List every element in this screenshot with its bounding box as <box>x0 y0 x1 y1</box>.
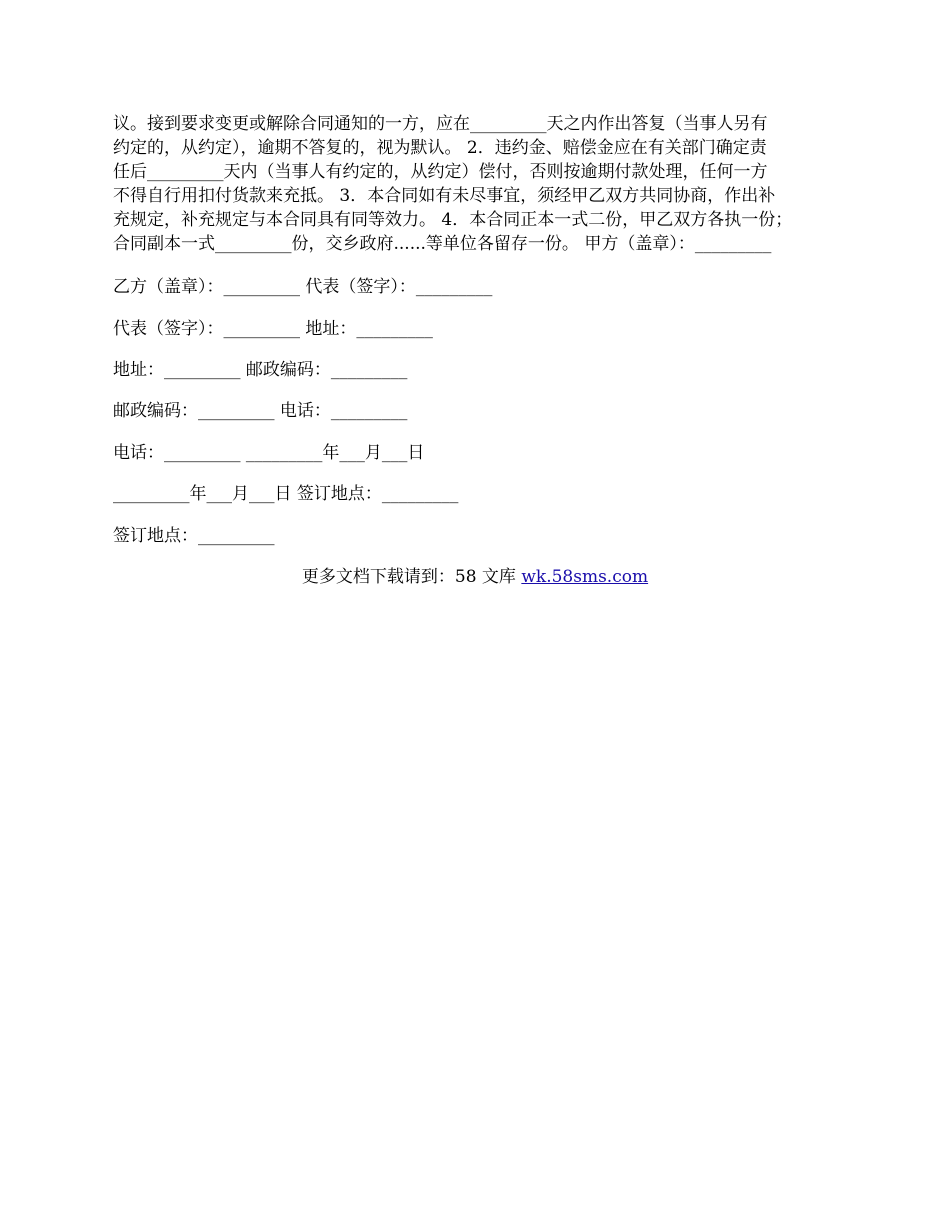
signature-line-phone: 电话：_________ _________年___月___日 <box>113 443 425 463</box>
signature-line-signing-place: 签订地点：_________ <box>113 526 275 546</box>
body-line: 充规定，补充规定与本合同具有同等效力。 4．本合同正本一式二份，甲乙双方各执一份； <box>113 210 793 230</box>
footer-link[interactable]: wk.58sms.com <box>521 567 649 587</box>
signature-line-party-b: 乙方（盖章）：_________ 代表（签字）：_________ <box>113 277 493 297</box>
body-line: 议。接到要求变更或解除合同通知的一方，应在_________天之内作出答复（当事人另有 <box>113 114 768 134</box>
signature-line-date: _________年___月___日 签订地点：_________ <box>113 484 459 504</box>
body-line: 不得自行用扣付货款来充抵。 3．本合同如有未尽事宜，须经甲乙双方共同协商，作出补 <box>113 186 776 206</box>
signature-line-representative: 代表（签字）：_________ 地址：_________ <box>113 319 433 339</box>
footer-text: 更多文档下载请到：58 文库 <box>301 567 522 587</box>
contract-body-paragraph <box>113 112 843 256</box>
signature-line-postcode: 邮政编码：_________ 电话：_________ <box>113 401 408 421</box>
download-footer <box>0 565 950 589</box>
signature-line-address: 地址：_________ 邮政编码：_________ <box>113 360 408 380</box>
body-line: 约定的，从约定），逾期不答复的，视为默认。 2．违约金、赔偿金应在有关部门确定责 <box>113 138 767 158</box>
body-line: 任后_________天内（当事人有约定的，从约定）偿付，否则按逾期付款处理，任何一方 <box>113 162 768 182</box>
body-line: 合同副本一式_________份，交乡政府......等单位各留存一份。 甲方（盖章）：_________ <box>113 234 772 254</box>
